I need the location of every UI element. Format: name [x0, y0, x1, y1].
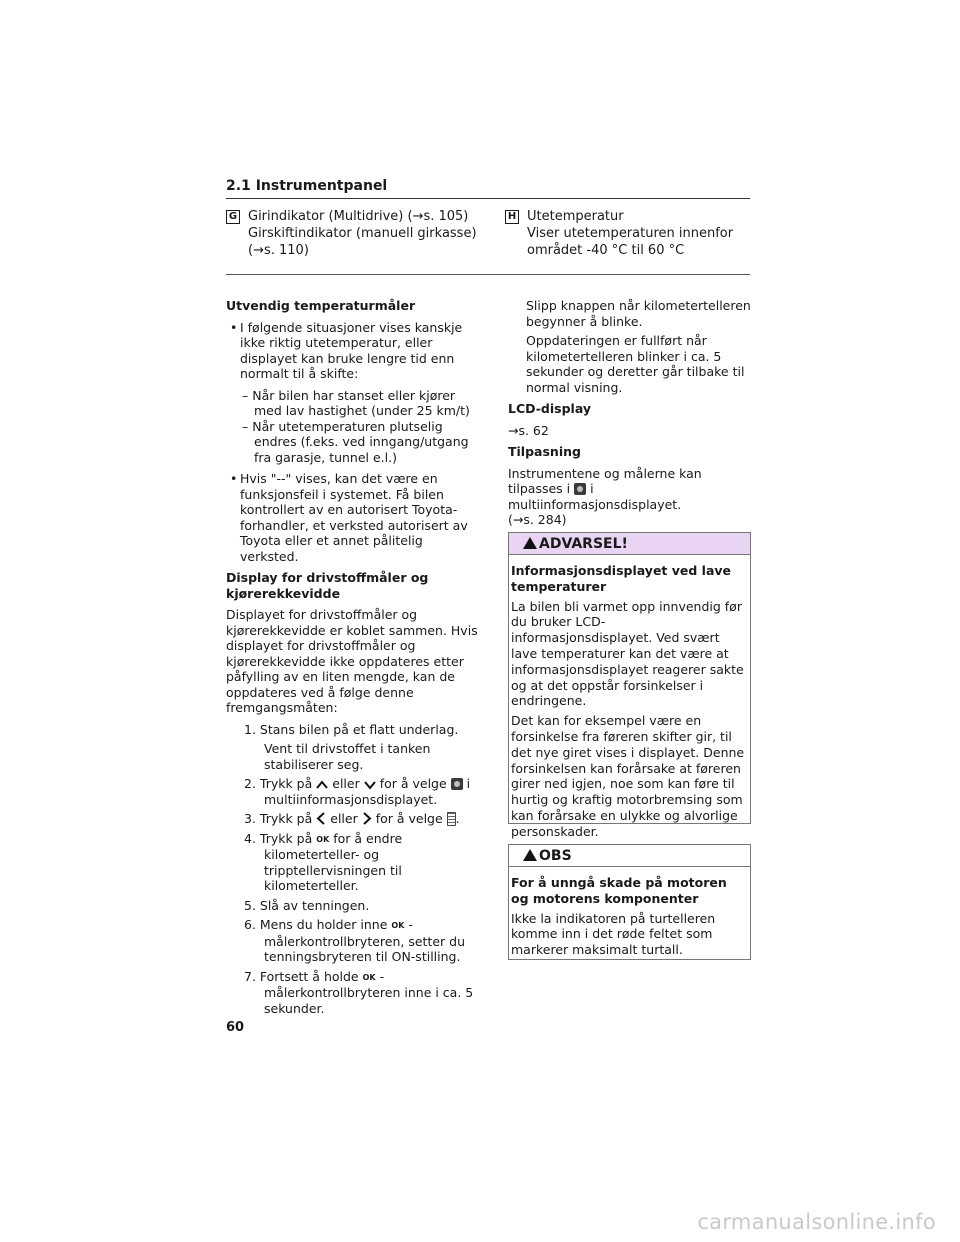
settings-gear-icon	[451, 778, 463, 790]
chevron-left-icon	[316, 812, 326, 825]
step-3: 3. Trykk på eller for å velge .	[244, 811, 460, 826]
step-5: 5. Slå av tenningen.	[244, 897, 370, 913]
tilpasning-text: Instrumentene og målerne kan tilpasses i i multiinformasjonsdisplayet. (→s. 284)	[508, 465, 702, 527]
warning-triangle-icon	[523, 849, 537, 861]
step-6: 6. Mens du holder inne OK -målerkontrollbryteren, setter du tenningsbryteren til ON-stilling.	[244, 917, 466, 964]
warning-paragraph: Det kan for eksempel være en forsinkelse fra føreren skifter gir, til det nye giret vises i displayet. Denne forsinkelsen kan forårsake at føreren girer ned igjen, noe som kan føre til hurtig og kraftig motorbremsing som kan forårsake en ulykke og alvorlige personskader.	[511, 713, 745, 839]
warning-box	[508, 532, 751, 839]
warning-triangle-icon	[523, 537, 537, 549]
bullet-item: • Hvis "--" vises, kan det være en funksjonsfeil i systemet. Få bilen kontrollert av en autorisert Toyota-forhandler, et verksted autorisert av Toyota eller et annet pålitelig verksted.	[230, 471, 468, 564]
watermark: carmanualsonline.info	[697, 1210, 936, 1234]
letter-g-badge: G	[226, 210, 240, 224]
notice-header	[509, 845, 750, 867]
page-number: 60	[226, 1020, 245, 1035]
ref-item-h	[505, 208, 755, 259]
notice-heading: For å unngå skade på motoren og motorens komponenter	[511, 875, 727, 906]
steps-list	[226, 722, 484, 1017]
ok-button-icon: OK	[391, 921, 405, 930]
fuel-text: Displayet for drivstoffmåler og kjørerekkevidde er koblet sammen. Hvis displayet for drivstoffmåler og kjørerekkevidde ikke oppdateres etter påfylling av en liten mengde, kan de oppdateres ved å følge denne fremgangsmåten:	[226, 607, 478, 715]
lcd-heading: LCD-display	[508, 401, 592, 416]
step-7: 7. Fortsett å holde OK -målerkontrollbryteren inne i ca. 5 sekunder.	[244, 968, 474, 1016]
ref-h-line: Viser utetemperaturen innenfor	[527, 226, 734, 241]
bullet-item: • I følgende situasjoner vises kanskje ikke riktig utetemperatur, eller displayet kan bruke lengre tid enn normalt til å skifte:	[230, 319, 463, 381]
fuel-heading: Display for drivstoffmåler og kjørerekkevidde	[226, 570, 429, 601]
temp-heading: Utvendig temperaturmåler	[226, 298, 416, 313]
ref-g-line: (→s. 110)	[248, 243, 309, 258]
chevron-down-icon	[364, 780, 376, 790]
tilpasning-heading: Tilpasning	[508, 444, 581, 459]
sub-item: – Når bilen har stanset eller kjører med lav hastighet (under 25 km/t)	[242, 387, 470, 418]
section-number: 2.1	[226, 178, 251, 194]
warning-paragraph: La bilen bli varmet opp innvendig før du bruker LCD-informasjonsdisplayet. Ved svært lave temperaturer kan det være at informasjonsdisplayet reagerer sakte og at det oppstår forsinkelser i endringene.	[511, 598, 744, 709]
meter-display-icon	[447, 812, 456, 826]
chevron-up-icon	[316, 780, 328, 790]
lcd-reference: →s. 62	[508, 422, 549, 438]
step-continuation: Oppdateringen er fullført når kilometertelleren blinker i ca. 5 sekunder og deretter går tilbake til normal visning.	[526, 333, 745, 395]
bullet-mark: •	[230, 319, 238, 335]
ref-g-line: Girindikator (Multidrive) (→s. 105)	[248, 209, 469, 224]
section-header	[226, 178, 750, 199]
ref-item-g	[226, 208, 476, 259]
separator-line	[226, 274, 750, 275]
step-1: 1. Stans bilen på et flatt underlag.	[244, 721, 459, 737]
warning-heading: Informasjonsdisplayet ved lave temperaturer	[511, 563, 732, 594]
left-column	[226, 298, 484, 1020]
bullet-mark: •	[230, 471, 238, 486]
step-2: 2. Trykk på eller for å velge i multiinformasjonsdisplayet.	[244, 776, 471, 807]
sub-item: – Når utetemperaturen plutselig endres (f.eks. ved inngang/utgang fra garasje, tunnel e.l.)	[242, 418, 469, 465]
ref-h-line: Utetemperatur	[527, 209, 624, 224]
section-title: Instrumentpanel	[255, 178, 388, 194]
ref-g-line: Girskiftindikator (manuell girkasse)	[248, 226, 477, 241]
ref-h-line: området -40 °C til 60 °C	[527, 243, 685, 258]
step-4: 4. Trykk på OK for å endre kilometerteller- og tripptellervisningen til kilometerteller.	[244, 830, 403, 893]
right-column	[508, 298, 752, 534]
chevron-right-icon	[362, 812, 372, 825]
notice-box	[508, 844, 751, 960]
ok-button-icon: OK	[316, 834, 330, 844]
warning-title: ADVARSEL!	[539, 536, 628, 552]
step-continuation: Slipp knappen når kilometertelleren begynner å blinke.	[526, 298, 751, 329]
notice-title: OBS	[539, 848, 572, 864]
notice-paragraph: Ikke la indikatoren på turtelleren komme inn i det røde feltet som markerer maksimalt turtall.	[511, 910, 716, 958]
warning-header	[509, 533, 750, 555]
step-1-note: Vent til drivstoffet i tanken stabiliserer seg.	[264, 741, 431, 772]
letter-h-badge: H	[505, 210, 519, 224]
ok-button-icon: OK	[362, 972, 376, 982]
settings-gear-icon	[574, 483, 586, 495]
